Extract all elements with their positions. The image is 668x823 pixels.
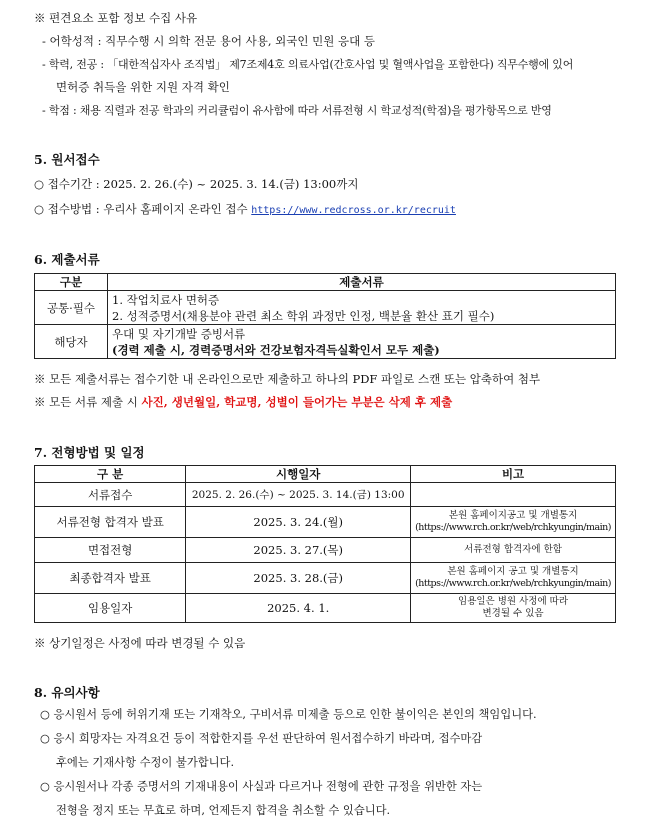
documents-row-optional-label: 해당자 — [35, 325, 108, 359]
documents-note-2-prefix: ※ 모든 서류 제출 시 — [34, 395, 142, 409]
notice-item-3: ○ 응시원서나 각종 증명서의 기재내용이 사실과 다르거나 전형에 관한 규정을 위반한 자는 — [40, 780, 483, 793]
schedule-table — [34, 465, 616, 623]
schedule-stage: 서류전형 합격자 발표 — [35, 507, 186, 538]
schedule-date: 2025. 4. 1. — [186, 594, 411, 623]
documents-header-category: 구분 — [35, 274, 108, 291]
notice-item-2-cont: 후에는 기재사항 수정이 불가합니다. — [56, 756, 235, 769]
application-method-label: ○ 접수방법 : 우리사 홈페이지 온라인 접수 — [34, 202, 248, 216]
documents-row-optional-item-2: (경력 제출 시, 경력증명서와 건강보험자격득실확인서 모두 제출) — [112, 342, 440, 357]
documents-row-common-label: 공통·필수 — [35, 291, 108, 325]
schedule-footnote: ※ 상기일정은 사정에 따라 변경될 수 있음 — [34, 636, 246, 650]
schedule-header-stage: 구 분 — [35, 466, 186, 483]
schedule-note: 임용일은 병원 사정에 따라 변경될 수 있음 — [411, 594, 616, 623]
section-8-title: 8. 유의사항 — [34, 685, 100, 700]
schedule-header-note: 비고 — [411, 466, 616, 483]
table-row — [35, 507, 616, 538]
schedule-stage: 최종합격자 발표 — [35, 563, 186, 594]
recruit-link[interactable]: https://www.redcross.or.kr/recruit — [251, 205, 456, 216]
schedule-header-date: 시행일자 — [186, 466, 411, 483]
documents-row-common-item-1: 1. 작업치료사 면허증 — [112, 292, 220, 307]
schedule-stage: 면접전형 — [35, 538, 186, 563]
schedule-note: 본원 홈페이지 공고 및 개별통지 (https://www.rch.or.kr/web/rchkyungin/main) — [411, 563, 616, 594]
documents-note-1: ※ 모든 제출서류는 접수기한 내 온라인으로만 제출하고 하나의 PDF 파일로 스캔 또는 압축하여 첨부 — [34, 372, 541, 386]
application-method — [34, 201, 456, 217]
intro-bullet-gpa: - 학점 : 채용 직렬과 전공 학과의 커리큘럼이 유사함에 따라 서류전형 시 학교성적(학점)을 평가항목으로 반영 — [42, 104, 552, 117]
section-5-title: 5. 원서접수 — [34, 152, 100, 167]
schedule-note — [411, 483, 616, 507]
notice-item-3-cont: 전형을 정지 또는 무효로 하며, 언제든지 합격을 취소할 수 있습니다. — [56, 804, 391, 817]
schedule-date: 2025. 3. 27.(목) — [186, 538, 411, 563]
documents-table — [34, 273, 616, 359]
table-row — [35, 538, 616, 563]
table-row — [35, 594, 616, 623]
application-period: ○ 접수기간 : 2025. 2. 26.(수) ~ 2025. 3. 14.(금) 13:00까지 — [34, 177, 359, 191]
schedule-stage: 임용일자 — [35, 594, 186, 623]
schedule-date: 2025. 3. 28.(금) — [186, 563, 411, 594]
documents-header-docs: 제출서류 — [108, 274, 616, 291]
intro-bullet-education-cont: 면허증 취득을 위한 지원 자격 확인 — [56, 80, 230, 94]
intro-title: ※ 편견요소 포함 정보 수집 사유 — [34, 11, 198, 25]
documents-row-common-item-2: 2. 성적증명서(채용분야 관련 최소 학위 과정만 인정, 백분율 환산 표기 필수) — [112, 308, 495, 323]
documents-note-2-warning: 사진, 생년월일, 학교명, 성별이 들어가는 부분은 삭제 후 제출 — [141, 395, 453, 409]
section-7-title: 7. 전형방법 및 일정 — [34, 445, 145, 460]
notice-item-1: ○ 응시원서 등에 허위기재 또는 기재착오, 구비서류 미제출 등으로 인한 불이익은 본인의 책임입니다. — [40, 708, 537, 721]
table-row — [35, 563, 616, 594]
notice-item-2: ○ 응시 희망자는 자격요건 등이 적합한지를 우선 판단하여 원서접수하기 바라며, 접수마감 — [40, 732, 483, 745]
documents-note-2 — [34, 394, 452, 410]
schedule-note: 본원 홈페이지공고 및 개별통지 (https://www.rch.or.kr/web/rchkyungin/main) — [411, 507, 616, 538]
section-6-title: 6. 제출서류 — [34, 252, 100, 267]
schedule-note: 서류전형 합격자에 한함 — [411, 538, 616, 563]
documents-row-optional-item-1: 우대 및 자기개발 증빙서류 — [112, 326, 246, 341]
table-row — [35, 483, 616, 507]
intro-bullet-education: - 학력, 전공 : 「대한적십자사 조직법」 제7조제4호 의료사업(간호사업 및 혈액사업을 포함한다) 직무수행에 있어 — [42, 58, 574, 71]
schedule-date: 2025. 3. 24.(월) — [186, 507, 411, 538]
schedule-date: 2025. 2. 26.(수) ~ 2025. 3. 14.(금) 13:00 — [186, 483, 411, 507]
intro-bullet-language: - 어학성적 : 직무수행 시 의학 전문 용어 사용, 외국인 민원 응대 등 — [42, 34, 376, 48]
schedule-stage: 서류접수 — [35, 483, 186, 507]
